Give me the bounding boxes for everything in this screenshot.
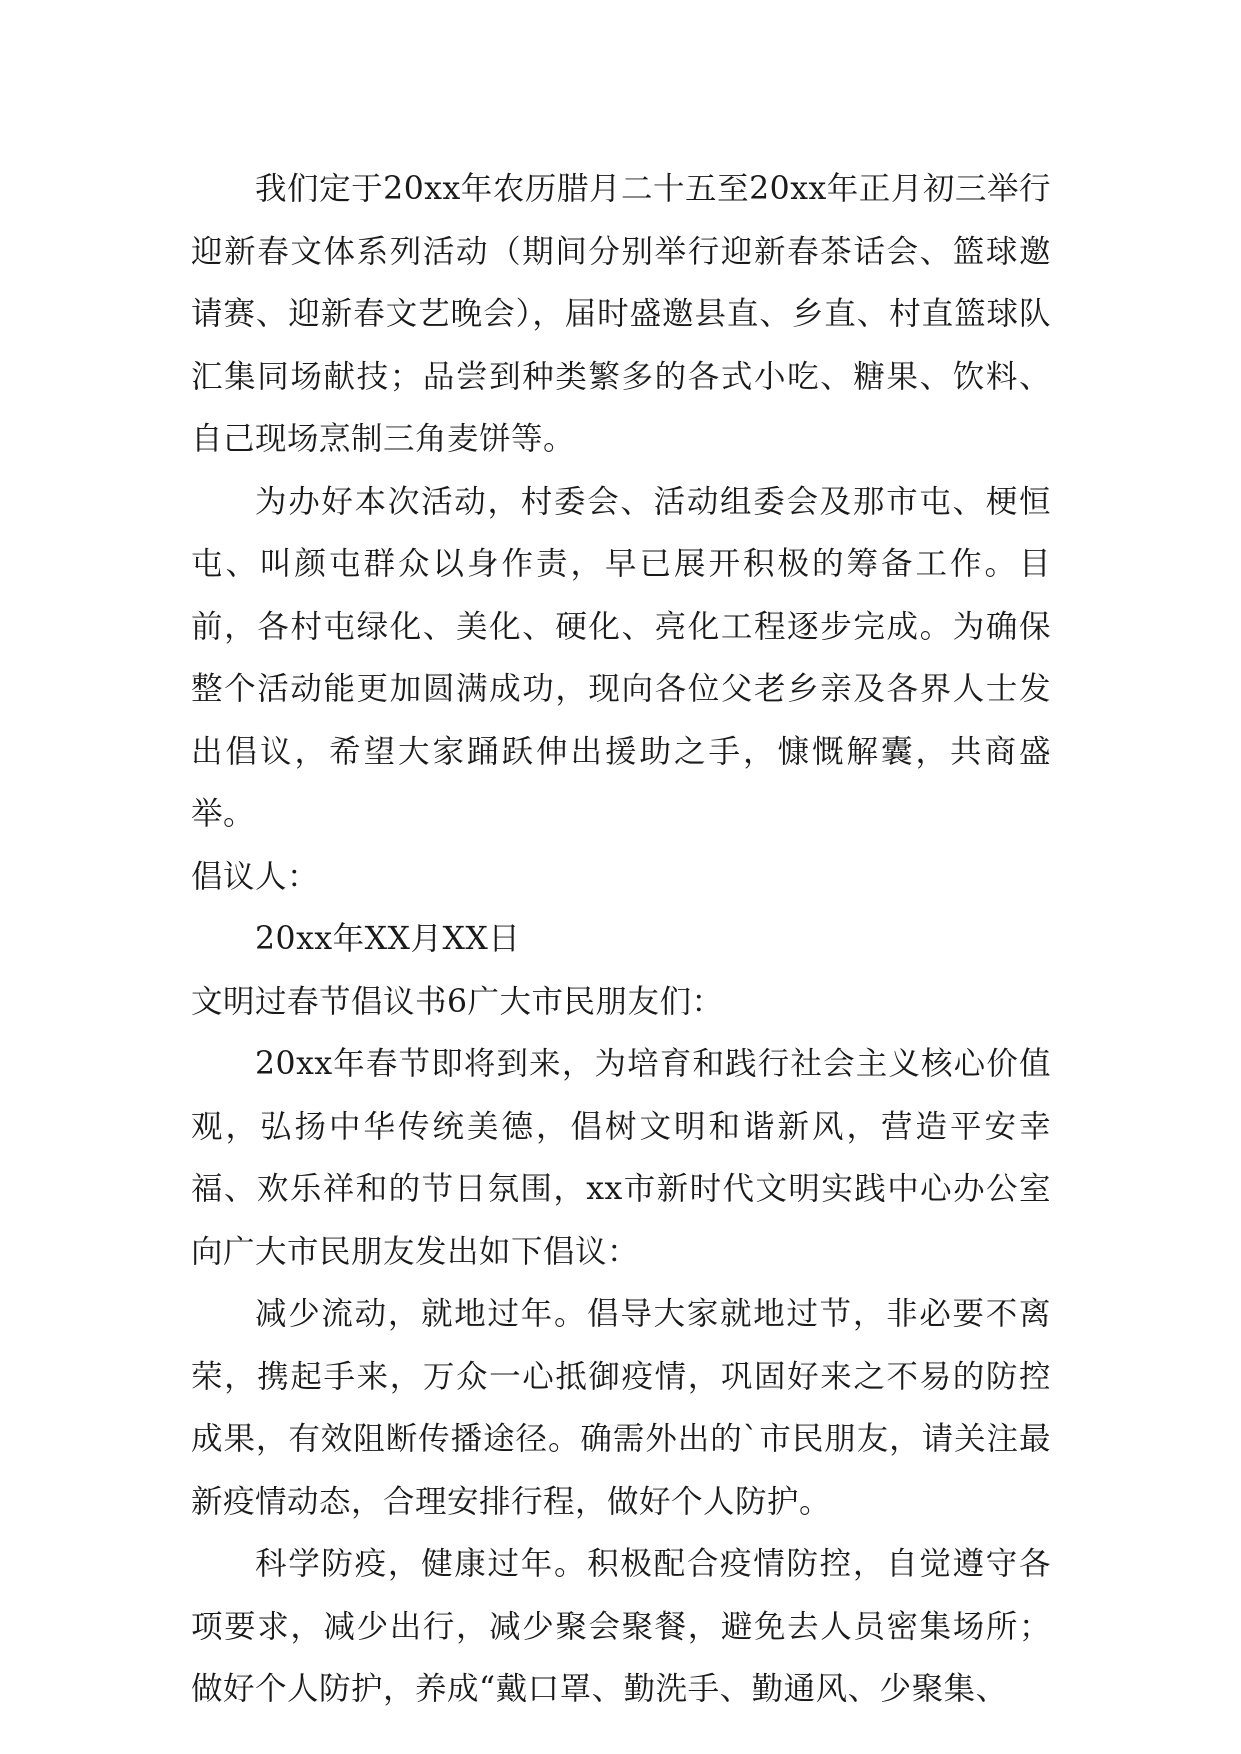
paragraph-stay-local: 减少流动，就地过年。倡导大家就地过节，非必要不离荣，携起手来，万众一心抵御疫情，巩固好来之不易的防控成果，有效阻断传播途径。确需外出的`市民朋友，请关注最新疫情动态，合理安排行程，做好个人防护。: [191, 1296, 1051, 1520]
section-heading-salutation: 文明过春节倡议书6广大市民朋友们：: [191, 983, 724, 1020]
paragraph-event-announcement: 我们定于20xx年农历腊月二十五至20xx年正月初三举行迎新春文体系列活动（期间分别举行迎新春茶话会、篮球邀请赛、迎新春文艺晚会），届时盛邀县直、乡直、村直篮球队汇集同场献技；品尝到种类繁多的各式小吃、糖果、饮料、自己现场烹制三角麦饼等。: [191, 171, 1051, 457]
paragraph-preparation-appeal: 为办好本次活动，村委会、活动组委会及那市屯、梗恒屯、叫颜屯群众以身作责，早已展开积极的筹备工作。目前，各村屯绿化、美化、硬化、亮化工程逐步完成。为确保整个活动能更加圆满成功，现向各位父老乡亲及各界人士发出倡议，希望大家踊跃伸出援助之手，慷慨解囊，共商盛举。: [191, 483, 1051, 832]
paragraph-spring-festival-intro: 20xx年春节即将到来，为培育和践行社会主义核心价值观，弘扬中华传统美德，倡树文明和谐新风，营造平安幸福、欢乐祥和的节日氛围，xx市新时代文明实践中心办公室向广大市民朋友发出如下倡议：: [191, 1046, 1051, 1270]
document-body: [191, 158, 1051, 1721]
paragraph-scientific-prevention: 科学防疫，健康过年。积极配合疫情防控，自觉遵守各项要求，减少出行，减少聚会聚餐，避免去人员密集场所；做好个人防护，养成“戴口罩、勤洗手、勤通风、少聚集、: [191, 1546, 1051, 1707]
date-line: 20xx年XX月XX日: [255, 921, 521, 957]
initiator-label: 倡议人：: [191, 858, 320, 895]
